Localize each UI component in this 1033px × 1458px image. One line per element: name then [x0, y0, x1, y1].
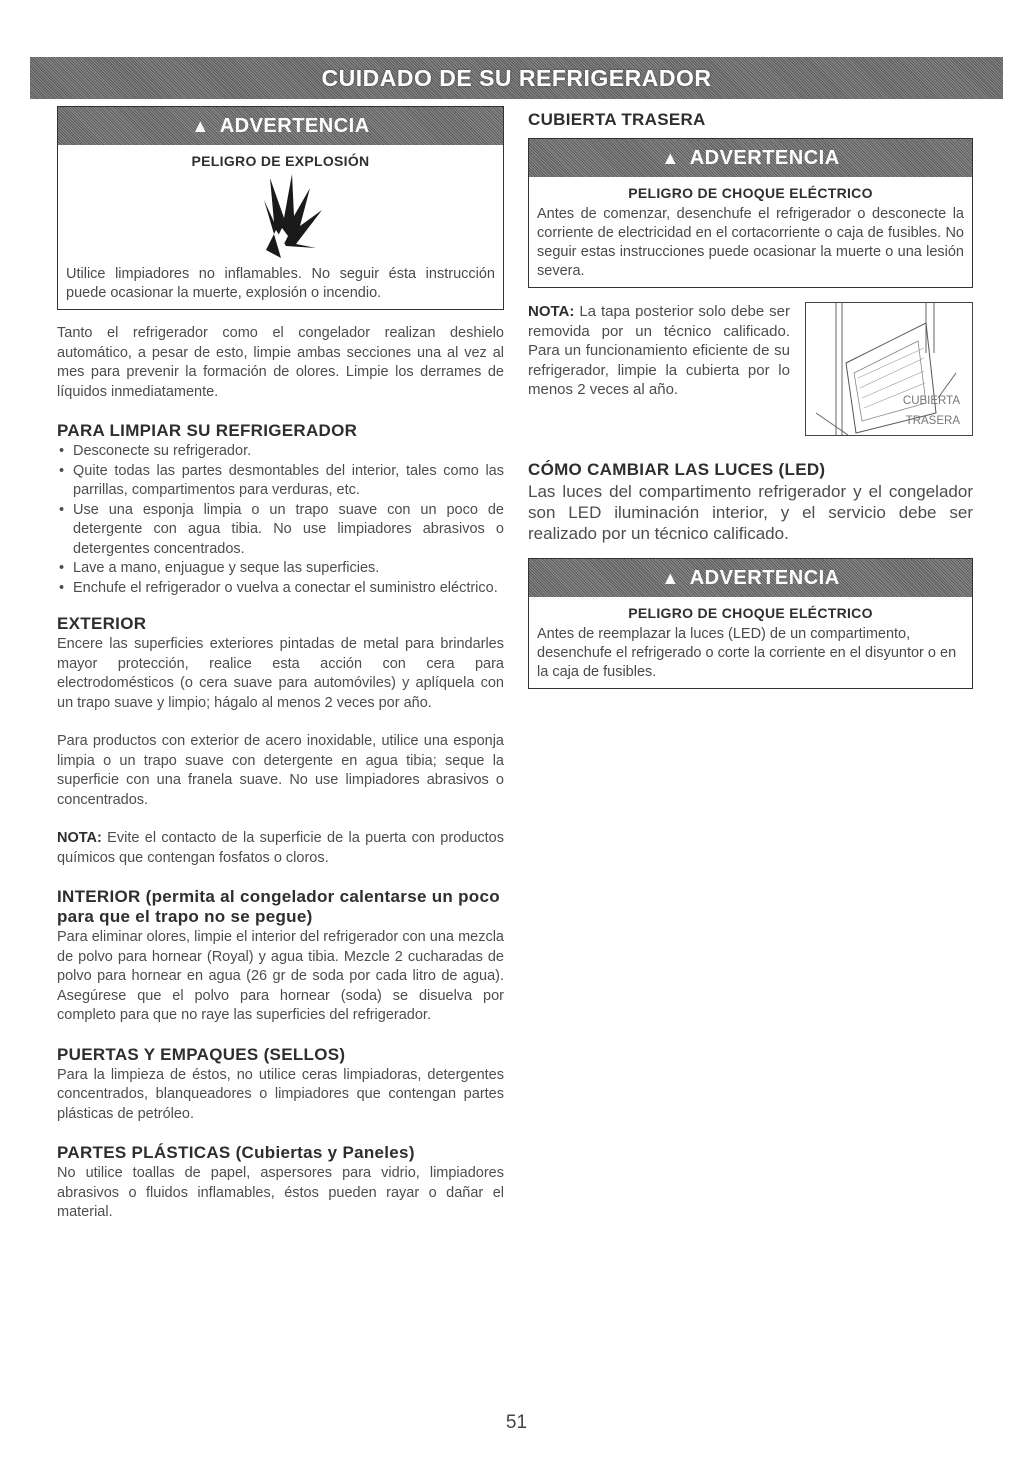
warning-subtitle: PELIGRO DE CHOQUE ELÉCTRICO [628, 185, 873, 201]
interior-paragraph: Para eliminar olores, limpie el interior del refrigerador con una mezcla de polvo para hornear (Royal) y agua tibia. Mezcle 2 cucharadas de polvo para hornear en agua (26 gr de soda por cada litro de agua). Asegúrese que el polvo para hornear (soda) se disuelva por completo para que no raye las superficies del refrigerador. [57, 929, 504, 1023]
warning-subtitle: PELIGRO DE CHOQUE ELÉCTRICO [628, 605, 873, 621]
warning-header [529, 139, 972, 177]
list-item: • Quite todas las partes desmontables del interior, tales como las parrillas, compartimentos para verduras, etc. [57, 462, 504, 501]
warning-header-label: ADVERTENCIA [689, 146, 840, 169]
warning-header-label: ADVERTENCIA [219, 114, 370, 137]
note-text: La tapa posterior solo debe ser removida por un técnico calificado. Para un funcionamiento eficiente de su refrigerador, limpie la cubierta por lo menos 2 veces al año. [528, 303, 790, 398]
intro-paragraph: Tanto el refrigerador como el congelador realizan deshielo automático, a pesar de esto, limpie ambas secciones una al vez al mes para prevenir la formación de olores. Limpie los derrames de líquidos inmediatamente. [57, 325, 504, 400]
right-column [528, 106, 973, 703]
list-item: • Lave a mano, enjuague y seque las superficies. [57, 559, 504, 579]
exterior-paragraph-1: Encere las superficies exteriores pintadas de metal para brindarles mayor protección, realice esta acción con cera para electrodomésticos (o cera suave para automóviles) y aplíquela con un trapo suave y limpio; hágalo al menos 2 veces por año. [57, 636, 504, 711]
warning-triangle-icon: ▲ [661, 147, 680, 168]
figure-label: TRASERA [905, 415, 960, 427]
exterior-heading: EXTERIOR [57, 614, 147, 633]
shock-warning-box [528, 138, 973, 288]
exterior-note [57, 829, 504, 868]
doors-heading: PUERTAS Y EMPAQUES (SELLOS) [57, 1044, 346, 1064]
explosion-icon [58, 169, 503, 261]
doors-paragraph: Para la limpieza de éstos, no utilice ceras limpiadoras, detergentes concentrados, blanqueadores o limpiadores que contengan partes plásticas de petróleo. [57, 1066, 504, 1122]
warning-triangle-icon: ▲ [191, 115, 210, 136]
note-text: Evite el contacto de la superficie de la puerta con productos químicos que contengan fosfatos o cloros. [57, 830, 504, 866]
rear-cover-heading: CUBIERTA TRASERA [528, 110, 706, 129]
figure-label: CUBIERTA [902, 395, 960, 407]
rear-note [528, 302, 790, 436]
page-number: 51 [505, 1412, 528, 1433]
page-title: CUIDADO DE SU REFRIGERADOR [321, 64, 712, 91]
warning-body: Antes de reemplazar la luces (LED) de un compartimento, desenchufe el refrigerado o corte la corriente en el disyuntor o en la caja de fusibles. [537, 626, 957, 680]
warning-header [58, 107, 503, 145]
warning-body: Utilice limpiadores no inflamables. No seguir ésta instrucción puede ocasionar la muerte, explosión o incendio. [66, 266, 495, 301]
left-column [57, 106, 504, 1242]
warning-triangle-icon: ▲ [661, 567, 680, 588]
list-item: • Enchufe el refrigerador o vuelva a conectar el suministro eléctrico. [57, 579, 504, 599]
list-item: • Desconecte su refrigerador. [57, 442, 504, 462]
interior-heading: INTERIOR (permita al congelador calentarse un poco para que el trapo no se pegue) [57, 887, 500, 926]
note-label: NOTA: [57, 830, 102, 846]
led-warning-box [528, 558, 973, 689]
warning-body: Antes de comenzar, desenchufe el refrigerador o desconecte la corriente de electricidad en el cortacorriente o caja de fusibles. No seguir estas instrucciones puede ocasionar la muerte o una lesión severa. [537, 206, 964, 279]
plastics-heading: PARTES PLÁSTICAS (Cubiertas y Paneles) [57, 1143, 415, 1162]
rear-note-row [528, 302, 973, 436]
led-heading: CÓMO CAMBIAR LAS LUCES (LED) [528, 460, 826, 479]
warning-header-label: ADVERTENCIA [689, 566, 840, 589]
led-paragraph: Las luces del compartimento refrigerador y el congelador son LED iluminación interior, y el servicio debe ser realizado por un técnico calificado. [528, 482, 973, 543]
clean-steps-list [57, 442, 504, 598]
page-banner [30, 57, 1003, 99]
note-label: NOTA: [528, 303, 575, 320]
rear-cover-illustration [805, 302, 973, 436]
explosion-warning-box [57, 106, 504, 310]
plastics-paragraph: No utilice toallas de papel, aspersores para vidrio, limpiadores abrasivos o fluidos inflamables, éstos pueden rayar o dañar el material. [57, 1165, 504, 1220]
exterior-paragraph-2: Para productos con exterior de acero inoxidable, utilice una esponja limpia o un trapo suave con detergente en agua tibia; seque la superficie con una franela suave. No use limpiadores abrasivos o concentrados. [57, 733, 504, 808]
warning-subtitle: PELIGRO DE EXPLOSIÓN [191, 153, 370, 169]
warning-header [529, 559, 972, 597]
clean-heading: PARA LIMPIAR SU REFRIGERADOR [57, 421, 358, 440]
list-item: • Use una esponja limpia o un trapo suave con un poco de detergente con agua tibia. No use limpiadores abrasivos o detergentes concentrados. [57, 501, 504, 560]
